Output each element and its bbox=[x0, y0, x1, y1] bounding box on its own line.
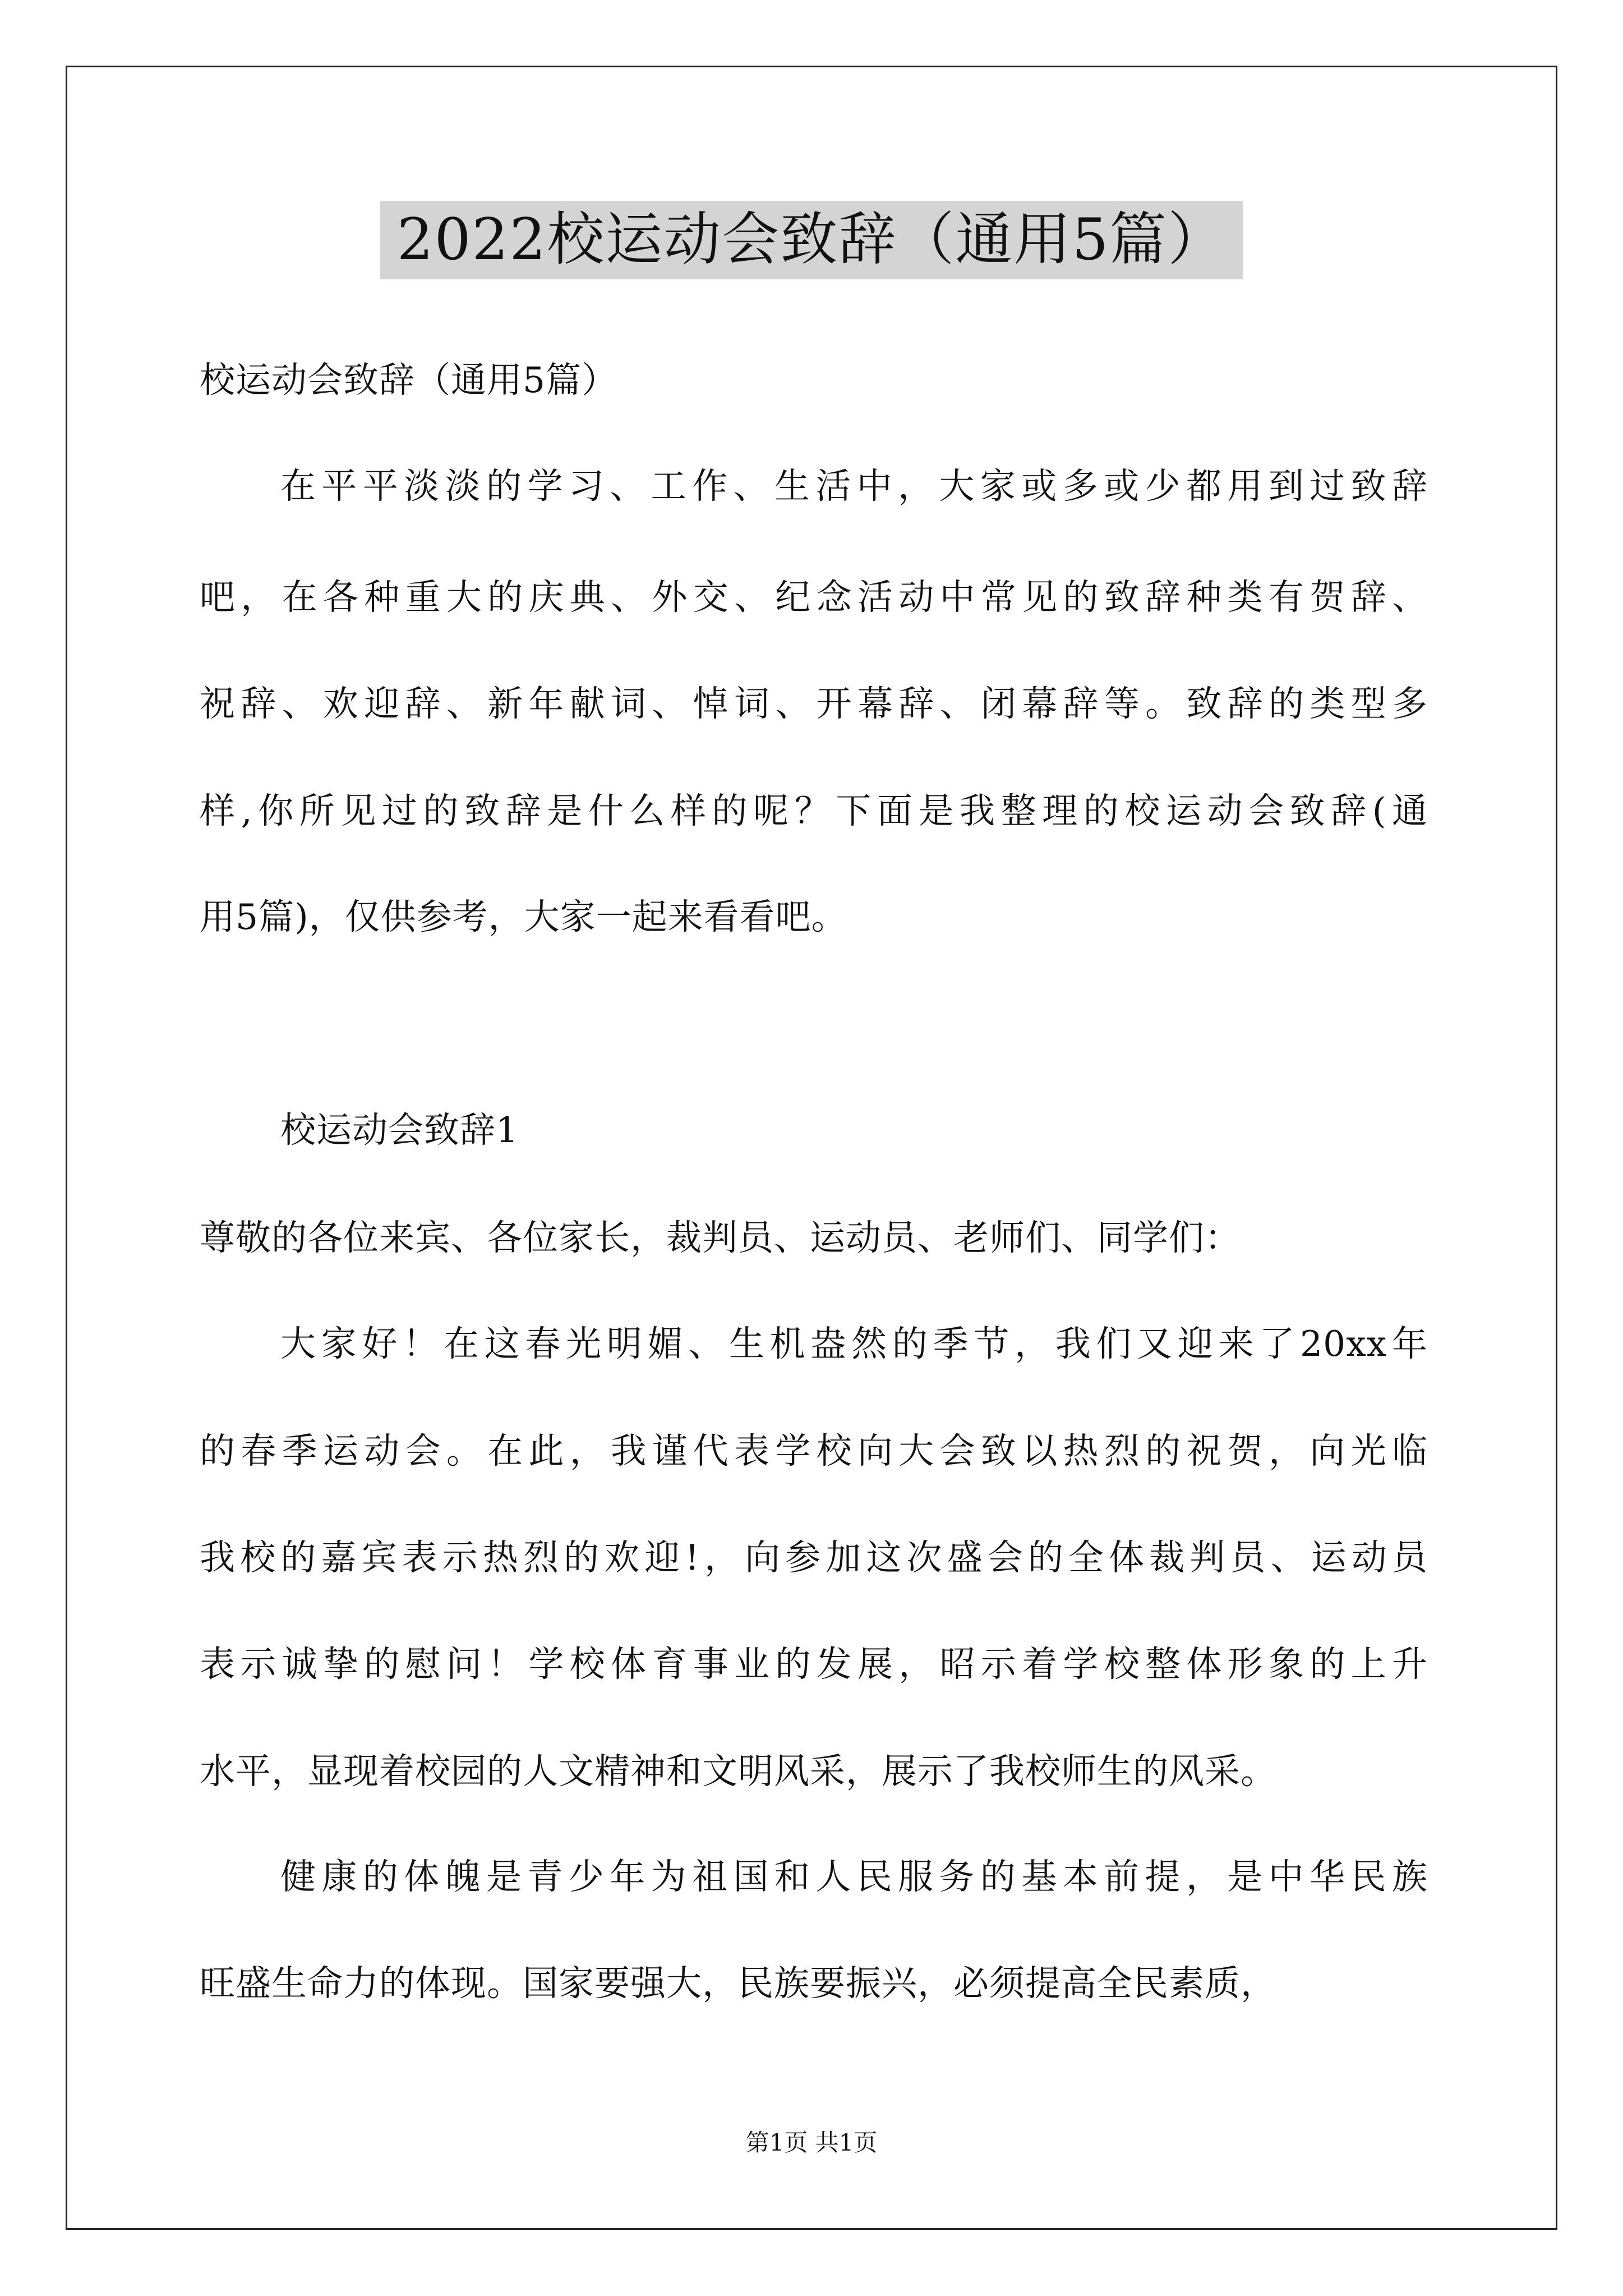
para1-line-4: 表示诚挚的慰问！学校体育事业的发展，昭示着学校整体形象的上升 bbox=[200, 1644, 1428, 1685]
para1-line-5: 水平，显现着校园的人文精神和文明风采，展示了我校师生的风采。 bbox=[200, 1751, 1276, 1792]
intro-line-5: 用5篇)，仅供参考，大家一起来看看吧。 bbox=[200, 896, 847, 937]
para2-line-1: 健康的体魄是青少年为祖国和人民服务的基本前提，是中华民族 bbox=[280, 1856, 1428, 1897]
para2-line-2: 旺盛生命力的体现。国家要强大，民族要振兴，必须提高全民素质， bbox=[200, 1963, 1276, 2004]
intro-line-3: 祝辞、欢迎辞、新年献词、悼词、开幕辞、闭幕辞等。致辞的类型多 bbox=[200, 683, 1428, 724]
para1-line-3: 我校的嘉宾表示热烈的欢迎!，向参加这次盛会的全体裁判员、运动员 bbox=[200, 1537, 1428, 1578]
intro-line-4: 样,你所见过的致辞是什么样的呢？下面是我整理的校运动会致辞(通 bbox=[200, 790, 1428, 831]
document-title: 2022校运动会致辞（通用5篇） bbox=[380, 201, 1243, 279]
para1-line-1: 大家好！在这春光明媚、生机盎然的季节，我们又迎来了20xx年 bbox=[280, 1323, 1428, 1364]
section-heading: 校运动会致辞1 bbox=[280, 1110, 519, 1151]
page-footer: 第1页 共1页 bbox=[745, 2129, 878, 2156]
para1-line-2: 的春季运动会。在此，我谨代表学校向大会致以热烈的祝贺，向光临 bbox=[200, 1430, 1428, 1471]
document-subtitle: 校运动会致辞（通用5篇） bbox=[200, 360, 618, 401]
intro-line-1: 在平平淡淡的学习、工作、生活中，大家或多或少都用到过致辞 bbox=[280, 466, 1428, 507]
salutation: 尊敬的各位来宾、各位家长，裁判员、运动员、老师们、同学们： bbox=[200, 1217, 1241, 1258]
title-wrap bbox=[0, 201, 1623, 279]
intro-line-2: 吧，在各种重大的庆典、外交、纪念活动中常见的致辞种类有贺辞、 bbox=[200, 577, 1428, 618]
